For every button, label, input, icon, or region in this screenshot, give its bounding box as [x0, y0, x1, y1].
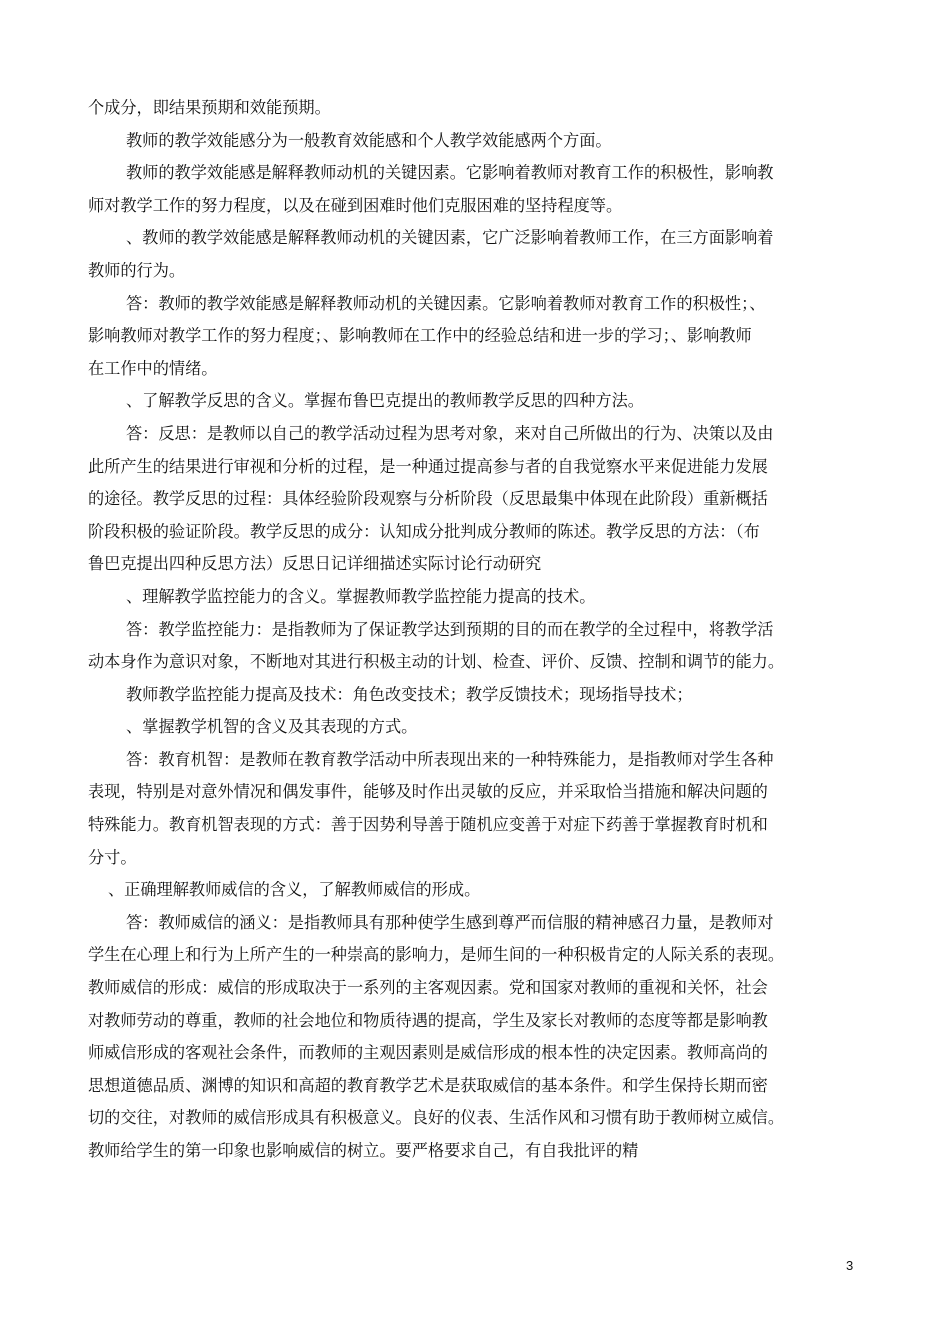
text-line: 在工作中的情绪。 — [88, 358, 218, 378]
text-line: 切的交往，对教师的威信形成具有积极意义。良好的仪表、生活作风和习惯有助于教师树立威信。 — [88, 1108, 785, 1128]
page-number: 3 — [846, 1258, 854, 1273]
text-line: 此所产生的结果进行审视和分析的过程，是一种通过提高参与者的自我觉察水平来促进能力发展 — [88, 456, 768, 476]
text-line: 教师给学生的第一印象也影响威信的树立。要严格要求自己，有自我批评的精 — [88, 1141, 639, 1160]
text-line: 答：教育机智：是教师在教育教学活动中所表现出来的一种特殊能力，是指教师对学生各种 — [126, 749, 774, 769]
text-line: 教师教学监控能力提高及技术：角色改变技术；教学反馈技术；现场指导技术； — [126, 684, 693, 704]
text-line: 特殊能力。教育机智表现的方式：善于因势利导善于随机应变善于对症下药善于掌握教育时机和 — [88, 815, 768, 835]
text-line: 答：教师威信的涵义：是指教师具有那种使学生感到尊严而信服的精神感召力量，是教师对 — [126, 912, 774, 932]
text-line: 师威信形成的客观社会条件，而教师的主观因素则是威信形成的根本性的决定因素。教师高尚的 — [88, 1043, 768, 1063]
text-line: 答：教学监控能力：是指教师为了保证教学达到预期的目的而在教学的全过程中，将教学活 — [126, 619, 774, 639]
text-line: 学生在心理上和行为上所产生的一种崇高的影响力，是师生间的一种积极肯定的人际关系的表现。 — [88, 945, 785, 965]
text-line: 、掌握教学机智的含义及其表现的方式。 — [126, 717, 418, 737]
text-line: 教师的教学效能感分为一般教育效能感和个人教学效能感两个方面。 — [126, 130, 612, 150]
text-line: 、理解教学监控能力的含义。掌握教师教学监控能力提高的技术。 — [126, 586, 596, 606]
text-line: 阶段积极的验证阶段。教学反思的成分：认知成分批判成分教师的陈述。教学反思的方法：（布 — [88, 521, 760, 541]
text-line: 、正确理解教师威信的含义，了解教师威信的形成。 — [108, 880, 481, 900]
text-line: 分寸。 — [88, 847, 137, 867]
text-line: 对教师劳动的尊重，教师的社会地位和物质待遇的提高，学生及家长对教师的态度等都是影响教 — [88, 1010, 768, 1030]
text-line: 、教师的教学效能感是解释教师动机的关键因素，它广泛影响着教师工作，在三方面影响着 — [126, 228, 774, 248]
text-line: 答：教师的教学效能感是解释教师动机的关键因素。它影响着教师对教育工作的积极性；、 — [126, 293, 766, 313]
text-line: 鲁巴克提出四种反思方法）反思日记详细描述实际讨论行动研究 — [88, 554, 542, 574]
text-line: 思想道德品质、渊博的知识和高超的教育教学艺术是获取威信的基本条件。和学生保持长期而密 — [88, 1075, 768, 1095]
text-line: 、了解教学反思的含义。掌握布鲁巴克提出的教师教学反思的四种方法。 — [126, 391, 644, 411]
text-line: 影响教师对教学工作的努力程度；、影响教师在工作中的经验总结和进一步的学习；、影响教师 — [88, 326, 752, 346]
text-line: 教师的行为。 — [88, 260, 186, 280]
text-line: 个成分，即结果预期和效能预期。 — [88, 98, 331, 117]
text-line: 答：反思：是教师以自己的教学活动过程为思考对象，来对自己所做出的行为、决策以及由 — [126, 423, 774, 443]
text-line: 教师威信的形成：威信的形成取决于一系列的主客观因素。党和国家对教师的重视和关怀，社会 — [88, 978, 768, 998]
text-line: 教师的教学效能感是解释教师动机的关键因素。它影响着教师对教育工作的积极性，影响教 — [126, 163, 774, 183]
text-line: 师对教学工作的努力程度，以及在碰到困难时他们克服困难的坚持程度等。 — [88, 195, 623, 215]
document-body — [88, 92, 878, 1168]
text-line: 动本身作为意识对象，不断地对其进行积极主动的计划、检查、评价、反馈、控制和调节的能力。 — [88, 652, 785, 672]
text-line: 的途径。教学反思的过程：具体经验阶段观察与分析阶段（反思最集中体现在此阶段）重新概括 — [88, 489, 768, 509]
text-line: 表现，特别是对意外情况和偶发事件，能够及时作出灵敏的反应，并采取恰当措施和解决问题的 — [88, 782, 768, 802]
